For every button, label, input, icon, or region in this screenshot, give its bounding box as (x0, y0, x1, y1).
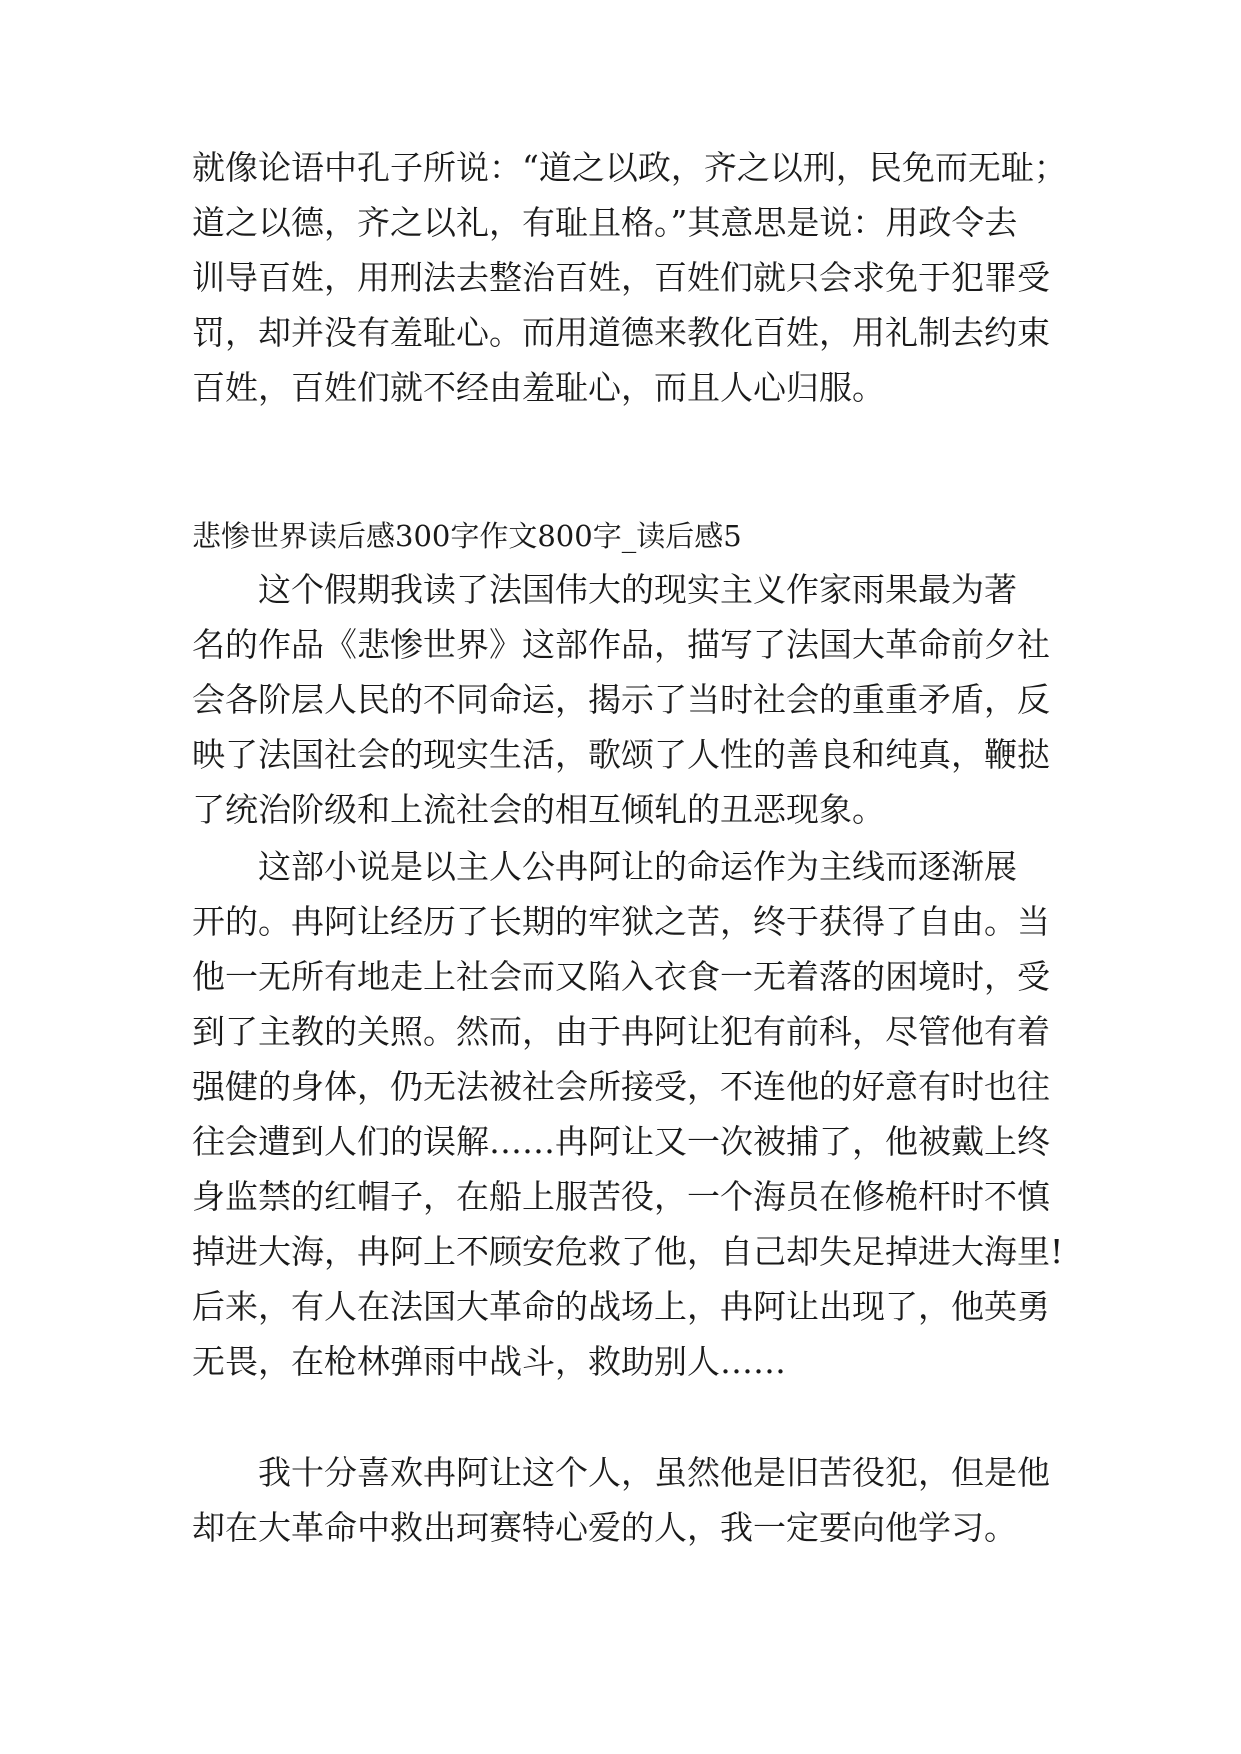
paragraph-line: 往会遭到人们的误解……冉阿让又一次被捕了，他被戴上终 (192, 1122, 1050, 1161)
section-title: 悲惨世界读后感300字作文800字_读后感5 (192, 519, 742, 553)
paragraph-line: 我十分喜欢冉阿让这个人，虽然他是旧苦役犯，但是他 (258, 1453, 1050, 1492)
intro-line: 罚，却并没有羞耻心。而用道德来教化百姓，用礼制去约束 (192, 313, 1050, 352)
intro-line: 百姓，百姓们就不经由羞耻心，而且人心归服。 (192, 368, 885, 407)
paragraph-line: 映了法国社会的现实生活，歌颂了人性的善良和纯真，鞭挞 (192, 735, 1050, 774)
intro-line: 训导百姓，用刑法去整治百姓，百姓们就只会求免于犯罪受 (192, 258, 1050, 297)
intro-line: 道之以德，齐之以礼，有耻且格。”其意思是说：用政令去 (192, 203, 1018, 242)
paragraph-line: 后来，有人在法国大革命的战场上，冉阿让出现了，他英勇 (192, 1287, 1050, 1326)
paragraph-line: 名的作品《悲惨世界》这部作品，描写了法国大革命前夕社 (192, 625, 1050, 664)
paragraph-line: 强健的身体，仍无法被社会所接受，不连他的好意有时也往 (192, 1067, 1050, 1106)
paragraph-line: 掉进大海，冉阿上不顾安危救了他，自己却失足掉进大海里! (192, 1232, 1064, 1271)
paragraph-line: 了统治阶级和上流社会的相互倾轧的丑恶现象。 (192, 790, 885, 829)
paragraph-line: 无畏，在枪林弹雨中战斗，救助别人…… (192, 1342, 786, 1381)
intro-line: 就像论语中孔子所说：“道之以政，齐之以刑，民免而无耻； (192, 148, 1067, 187)
paragraph-line: 这个假期我读了法国伟大的现实主义作家雨果最为著 (258, 570, 1017, 609)
paragraph-line: 身监禁的红帽子，在船上服苦役，一个海员在修桅杆时不慎 (192, 1177, 1050, 1216)
paragraph-line: 这部小说是以主人公冉阿让的命运作为主线而逐渐展 (258, 847, 1017, 886)
paragraph-line: 开的。冉阿让经历了长期的牢狱之苦，终于获得了自由。当 (192, 902, 1050, 941)
paragraph-line: 会各阶层人民的不同命运，揭示了当时社会的重重矛盾，反 (192, 680, 1050, 719)
paragraph-line: 他一无所有地走上社会而又陷入衣食一无着落的困境时，受 (192, 957, 1050, 996)
paragraph-line: 到了主教的关照。然而，由于冉阿让犯有前科，尽管他有着 (192, 1012, 1050, 1051)
paragraph-line: 却在大革命中救出珂赛特心爱的人，我一定要向他学习。 (192, 1508, 1017, 1547)
